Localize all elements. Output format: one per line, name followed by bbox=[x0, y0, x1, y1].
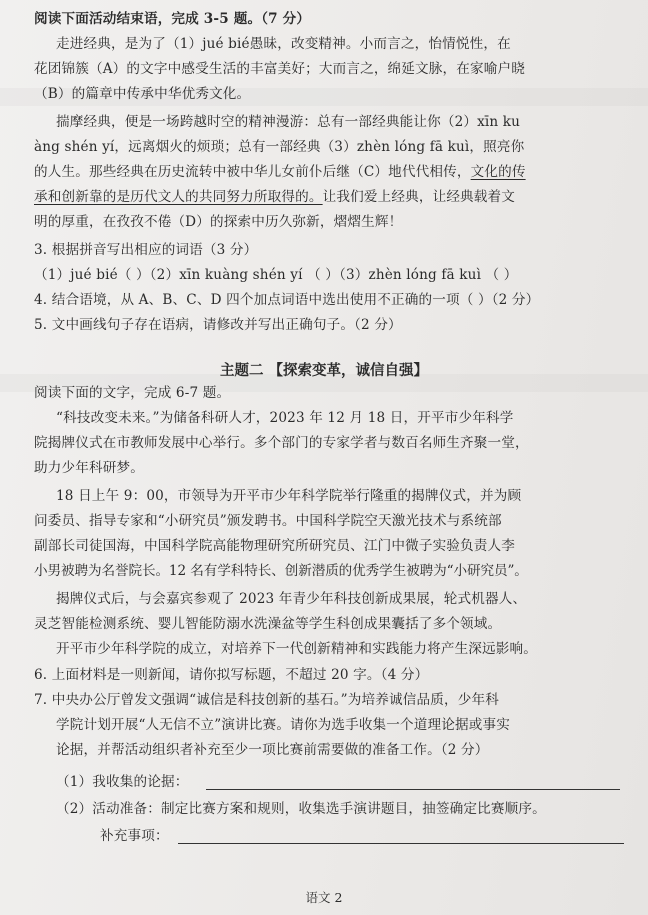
passage2-line: 助力少年科研梦。 bbox=[34, 460, 144, 476]
question-3-items: （1）jué bié（ ）（2）xīn kuàng shén yí （ ）（3）zhèn lóng fā kuì （ ） bbox=[34, 267, 518, 283]
section2-heading: 主题二 【探索变革，诚信自强】 bbox=[219, 362, 429, 379]
passage2-line: 院揭牌仪式在市教师发展中心举行。多个部门的专家学者与数百名师生齐聚一堂， bbox=[34, 435, 529, 451]
question-3: 3. 根据拼音写出相应的词语（3 分） bbox=[34, 242, 258, 258]
passage1-line: （B）的篇章中传承中华优秀文化。 bbox=[34, 86, 251, 102]
passage1-line: 花团锦簇（A）的文字中感受生活的丰富美好；大而言之，绵延文脉，在家喻户晓 bbox=[34, 61, 525, 77]
passage2-line: 灵芝智能检测系统、婴儿智能防溺水洗澡盆等学生科创成果囊括了多个领域。 bbox=[34, 616, 502, 632]
activity-prep: （2）活动准备：制定比赛方案和规则，收集选手演讲题目，抽签确定比赛顺序。 bbox=[56, 801, 546, 817]
question-7-line: 学院计划开展“人无信不立”演讲比赛。请你为选手收集一个道理论据或事实 bbox=[56, 717, 510, 733]
question-6: 6. 上面材料是一则新闻，请你拟写标题，不超过 20 字。（4 分） bbox=[34, 667, 429, 683]
passage1-line bbox=[34, 188, 515, 206]
question-7-line: 论据，并帮活动组织者补充至少一项比赛前需要做的准备工作。（2 分） bbox=[56, 742, 489, 758]
section2-instruction: 阅读下面的文字，完成 6-7 题。 bbox=[34, 385, 231, 401]
passage1-line: 揣摩经典，便是一场跨越时空的精神漫游：总有一部经典能让你（2）xīn ku bbox=[56, 114, 521, 130]
underlined-sentence: 承和创新靠的是历代文人的共同努力所取得的。 bbox=[34, 189, 323, 205]
passage1-line: 明的厚重，在孜孜不倦（D）的探索中历久弥新，熠熠生辉！ bbox=[34, 214, 403, 230]
page-footer: 语文 2 bbox=[305, 890, 343, 905]
passage2-line: 揭牌仪式后，与会嘉宾参观了 2023 年青少年科技创新成果展，轮式机器人、 bbox=[56, 591, 527, 607]
question-7-line: 7. 中央办公厅曾发文强调“诚信是科技创新的基石。”为培养诚信品质，少年科 bbox=[34, 692, 499, 708]
passage2-line: 18 日上午 9：00，市领导为开平市少年科学院举行隆重的揭牌仪式，并为顾 bbox=[56, 488, 522, 504]
passage2-line: 问委员、指导专家和“小研究员”颁发聘书。中国科学院空天激光技术与系统部 bbox=[34, 513, 502, 529]
passage1-text: 的人生。那些经典在历史流转中被中华儿女前仆后继（C）地代代相传， bbox=[34, 164, 471, 180]
passage2-line: 开平市少年科学院的成立，对培养下一代创新精神和实践能力将产生深远影响。 bbox=[56, 641, 538, 657]
evidence-answer-line[interactable] bbox=[206, 789, 620, 790]
supplement-answer-line[interactable] bbox=[178, 843, 624, 844]
section1-instruction: 阅读下面活动结束语，完成 3-5 题。（7 分） bbox=[34, 11, 311, 27]
passage2-line: “科技改变未来。”为储备科研人才，2023 年 12 月 18 日，开平市少年科学 bbox=[56, 410, 514, 426]
question-5: 5. 文中画线句子存在语病，请修改并写出正确句子。（2 分） bbox=[34, 317, 402, 333]
passage1-line: 走进经典，是为了（1）jué bié愚昧，改变精神。小而言之，怡情悦性，在 bbox=[56, 36, 511, 52]
passage2-line: 副部长司徒国海，中国科学院高能物理研究所研究员、江门中微子实验负责人李 bbox=[34, 538, 516, 554]
passage1-line bbox=[34, 163, 526, 181]
passage1-line: àng shén yí，远离烟火的烦琐；总有一部经典（3）zhèn lóng fā kuì，照亮你 bbox=[34, 139, 525, 155]
question-4: 4. 结合语境，从 A、B、C、D 四个加点词语中选出使用不正确的一项（ ）（2 分） bbox=[34, 292, 540, 308]
underlined-sentence: 文化的传 bbox=[470, 164, 526, 180]
supplement-prompt: 补充事项： bbox=[100, 828, 169, 844]
evidence-prompt: （1）我收集的论据： bbox=[56, 774, 189, 790]
passage2-line: 小男被聘为名誉院长。12 名有学科特长、创新潜质的优秀学生被聘为“小研究员”。 bbox=[34, 563, 528, 579]
passage1-text: 让我们爱上经典，让经典载着文 bbox=[322, 189, 516, 205]
